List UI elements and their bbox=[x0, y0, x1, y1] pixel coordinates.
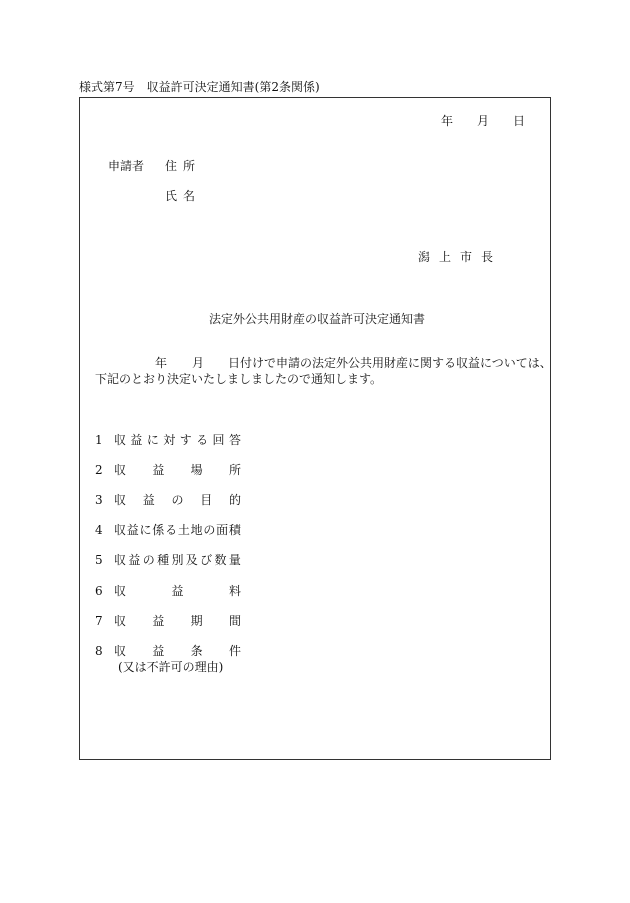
date-month-label: 月 bbox=[477, 114, 490, 128]
item-3-number: 3 bbox=[95, 493, 103, 507]
item-2-number: 2 bbox=[95, 463, 103, 477]
item-5-label: 収 益 の 種 別 及 び 数 量 bbox=[114, 553, 241, 567]
body-line1-text: 日付けで申請の法定外公共用財産に関する収益については、 bbox=[228, 356, 552, 370]
item-7-number: 7 bbox=[95, 614, 103, 628]
item-4-number: 4 bbox=[95, 523, 103, 537]
item-8-note: (又は不許可の理由) bbox=[118, 660, 224, 674]
issuer-title: 潟上市長 bbox=[418, 250, 503, 264]
applicant-label: 申請者 bbox=[108, 159, 145, 173]
form-header bbox=[79, 80, 320, 94]
date-year-label: 年 bbox=[441, 114, 454, 128]
item-6-label: 収 益 料 bbox=[114, 584, 241, 598]
body-month-label: 月 bbox=[192, 356, 205, 370]
name-label: 氏名 bbox=[165, 189, 202, 203]
item-1-label: 収 益 に 対 す る 回 答 bbox=[114, 433, 241, 447]
form-number: 様式第7号 bbox=[79, 80, 135, 94]
item-4-label: 収 益 に 係 る 土 地 の 面 積 bbox=[114, 523, 241, 537]
body-line2-text: 下記のとおり決定いたしましましたので通知します。 bbox=[95, 372, 383, 386]
document-title: 法定外公共用財産の収益許可決定通知書 bbox=[209, 312, 426, 326]
item-5-number: 5 bbox=[95, 553, 103, 567]
form-title: 収益許可決定通知書(第2条関係) bbox=[146, 80, 320, 94]
item-6-number: 6 bbox=[95, 584, 103, 598]
item-8-label: 収 益 条 件 bbox=[114, 644, 241, 658]
item-8-number: 8 bbox=[95, 644, 103, 658]
item-1-number: 1 bbox=[95, 433, 103, 447]
body-year-label: 年 bbox=[155, 356, 168, 370]
item-2-label: 収 益 場 所 bbox=[114, 463, 241, 477]
address-label: 住所 bbox=[165, 159, 202, 173]
item-7-label: 収 益 期 間 bbox=[114, 614, 241, 628]
item-3-label: 収 益 の 目 的 bbox=[114, 493, 241, 507]
date-day-label: 日 bbox=[513, 114, 526, 128]
